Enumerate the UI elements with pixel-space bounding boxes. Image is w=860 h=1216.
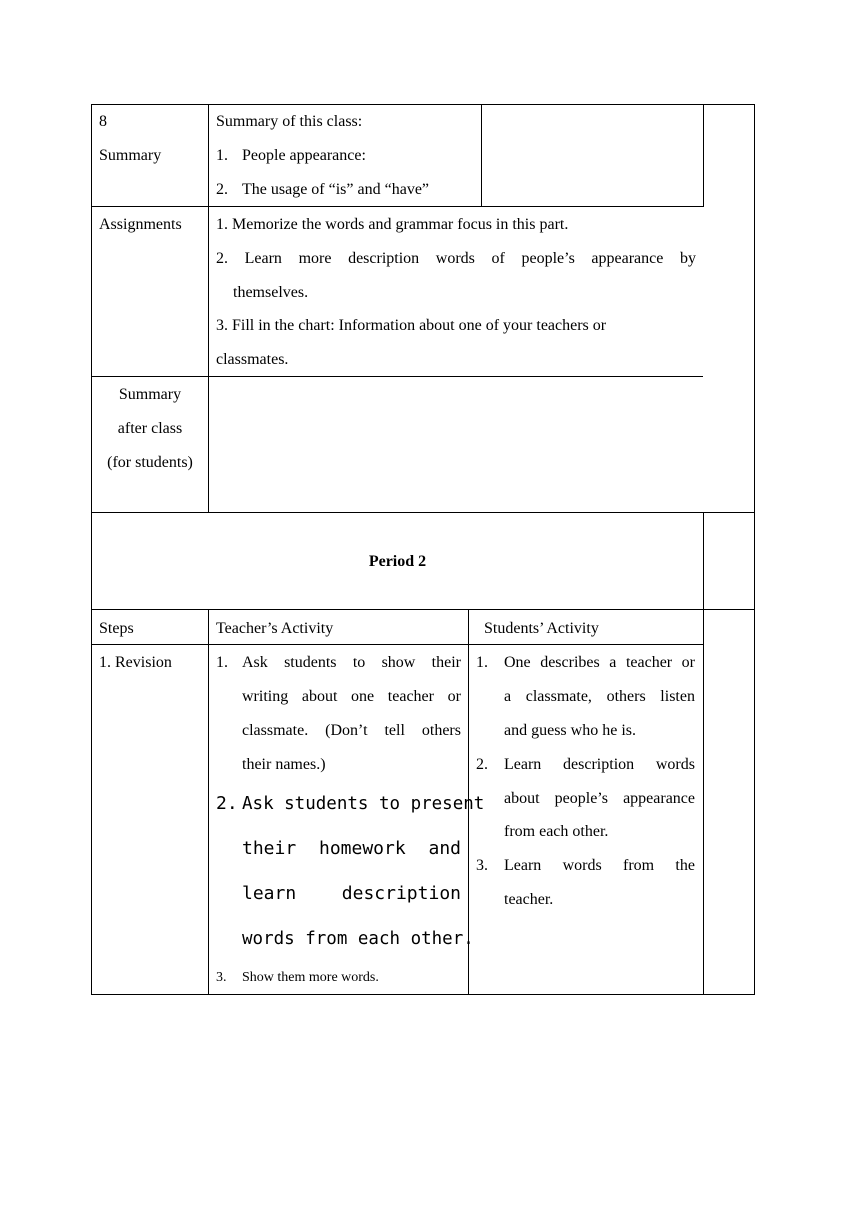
- summary-step-number: 8: [99, 113, 107, 130]
- assignment-item-1: 1. Memorize the words and grammar focus in this part.: [216, 216, 569, 233]
- student-item-1-line-3: and guess who he is.: [504, 722, 636, 739]
- summary-item-2-number: 2.: [216, 181, 228, 198]
- student-item-3-line-1: Learn words from the: [504, 857, 695, 874]
- teacher-item-1-number: 1.: [216, 654, 228, 671]
- teacher-item-2-line-2: their homework and: [242, 838, 461, 859]
- student-item-2-number: 2.: [476, 756, 488, 773]
- student-item-3-line-2: teacher.: [504, 891, 554, 908]
- rule-summary-inner: [481, 104, 482, 207]
- rule-period-bottom: [91, 609, 754, 610]
- summary-item-1-number: 1.: [216, 147, 228, 164]
- assignments-label: Assignments: [99, 216, 182, 233]
- rule-after-class-bottom: [91, 512, 754, 513]
- summary-item-1: People appearance:: [242, 147, 366, 164]
- rule-header-bottom: [91, 644, 703, 645]
- teacher-item-1-line-3: classmate. (Don’t tell others: [242, 722, 461, 739]
- assignment-item-3-line-2: classmates.: [216, 351, 289, 368]
- student-item-1-line-2: a classmate, others listen: [504, 688, 695, 705]
- rule-top: [91, 104, 754, 105]
- assignment-item-2: 2. Learn more description words of people’s appearance by: [216, 250, 696, 267]
- student-item-3-number: 3.: [476, 857, 488, 874]
- student-item-1-line-1: One describes a teacher or: [504, 654, 695, 671]
- header-steps: Steps: [99, 620, 134, 637]
- teacher-item-1-line-1: Ask students to show their: [242, 654, 461, 671]
- header-students-activity: Students’ Activity: [484, 620, 599, 637]
- summary-step-label: Summary: [99, 147, 162, 164]
- teacher-item-3: Show them more words.: [242, 970, 379, 985]
- student-item-1-number: 1.: [476, 654, 488, 671]
- assignment-item-2-continued: themselves.: [233, 284, 309, 301]
- summary-after-class-line-1: Summary: [118, 386, 182, 403]
- teacher-item-2-line-3: learn description: [242, 883, 461, 904]
- rule-col1-top: [208, 104, 209, 513]
- teacher-item-2-number: 2.: [216, 793, 238, 814]
- rule-col1-bottom: [208, 609, 209, 995]
- assignment-item-3-line-1: 3. Fill in the chart: Information about one of your teachers or: [216, 317, 607, 334]
- summary-item-2: The usage of “is” and “have”: [242, 181, 430, 198]
- teacher-item-2-line-4: words from each other.: [242, 929, 474, 949]
- teacher-item-2-line-1: Ask students to present: [242, 794, 485, 814]
- student-item-2-line-3: from each other.: [504, 823, 609, 840]
- period-title: Period 2: [368, 553, 427, 570]
- summary-heading: Summary of this class:: [216, 113, 363, 130]
- rule-col4-top: [703, 104, 704, 207]
- rule-assignments-bottom: [91, 376, 703, 377]
- teacher-item-3-number: 3.: [216, 970, 227, 985]
- rule-bottom: [91, 994, 754, 995]
- revision-step: 1. Revision: [99, 654, 172, 671]
- teacher-item-1-line-2: writing about one teacher or: [242, 688, 461, 705]
- summary-after-class-line-3: (for students): [107, 454, 193, 471]
- teacher-item-1-line-4: their names.): [242, 756, 326, 773]
- summary-after-class-line-2: after class: [117, 420, 183, 437]
- rule-col4-bottom: [703, 512, 704, 995]
- rule-left: [91, 104, 92, 995]
- student-item-2-line-1: Learn description words: [504, 756, 695, 773]
- rule-right: [754, 104, 755, 995]
- header-teacher-activity: Teacher’s Activity: [216, 620, 334, 637]
- student-item-2-line-2: about people’s appearance: [504, 790, 695, 807]
- rule-summary-bottom: [91, 206, 703, 207]
